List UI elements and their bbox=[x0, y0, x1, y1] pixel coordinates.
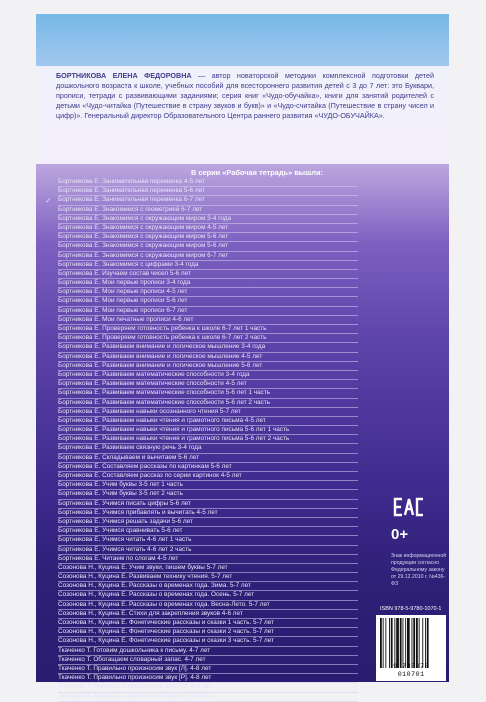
book-list-item: Созонова Н., Куцина Е. Рассказы о временах года. Зима. 5-7 лет bbox=[58, 582, 358, 591]
book-list-item: Бортникова Е. Складываем и вычитаем 5-6 лет bbox=[58, 454, 358, 463]
book-list-item: Бортникова Е. Развиваем навыки чтения и грамотного письма 5-6 лет 1 часть bbox=[58, 426, 358, 435]
book-list-item: Ткаченко Т. Правильно произносим звук [Л]. 4-8 лет bbox=[58, 665, 358, 674]
book-list-item: Бортникова Е. Проверяем готовность ребенка к школе 6-7 лет 2 часть bbox=[58, 334, 358, 343]
book-list-item: Ткаченко Т. Обогащаем словарный запас. 4-7 лет bbox=[58, 656, 358, 665]
book-list-item: Бортникова Е. Составляем рассказы по картинкам 5-6 лет bbox=[58, 463, 358, 472]
barcode-bar bbox=[405, 618, 406, 668]
book-list-item: Бортникова Е. Развиваем математические способности 4-5 лет bbox=[58, 380, 358, 389]
book-list-item: Бортникова Е. Занимательная переменка 5-6 лет bbox=[58, 187, 358, 196]
top-gradient-band bbox=[36, 14, 449, 66]
book-list-item: Бортникова Е. Знакомимся с окружающим миром 5-6 лет bbox=[58, 242, 358, 251]
book-list-item: Бортникова Е. Учимся читать 4-6 лет 2 часть bbox=[58, 546, 358, 555]
book-list-item: Созонова Н., Куцина Е. Рассказы о временах года. Весна-Лето. 5-7 лет bbox=[58, 601, 358, 610]
author-name: БОРТНИКОВА ЕЛЕНА ФЕДОРОВНА bbox=[56, 71, 192, 80]
book-list-item: Бортникова Е. Знакомимся с окружающим миром 3-4 года bbox=[58, 215, 358, 224]
book-list-item: Бортникова Е. Развиваем связную речь 3-4 года bbox=[58, 444, 358, 453]
barcode-bar bbox=[416, 618, 418, 668]
info-product-note: Знак информационной продукции согласно Федеральному закону от 29.12.2010 г. №436-ФЗ bbox=[391, 553, 447, 587]
barcode-bars bbox=[379, 618, 443, 668]
barcode bbox=[376, 615, 446, 681]
book-list-item: Бортникова Е. Мои печатные прописи 4-6 лет bbox=[58, 316, 358, 325]
book-list-item: Созонова Н., Куцина Е. Развиваем технику чтения. 5-7 лет bbox=[58, 573, 358, 582]
book-list-item: Бортникова Е. Учимся прибавлять и вычитать 4-5 лет bbox=[58, 509, 358, 518]
book-list-item: Бортникова Е. Знакомимся с геометрией 6-7 лет bbox=[58, 206, 358, 215]
book-list-item: Бортникова Е. Развиваем математические способности 5-6 лет 1 часть bbox=[58, 389, 358, 398]
book-list-item: Ткаченко Т. Правильно произносим звук [С]. 4-8 лет bbox=[58, 683, 358, 692]
book-list-item: Бортникова Е. Учимся читать 4-6 лет 1 часть bbox=[58, 536, 358, 545]
book-list-item: Бортникова Е. Развиваем математические способности 5-6 лет 2 часть bbox=[58, 399, 358, 408]
book-list-item: Бортникова Е. Занимательная переменка 4-5 лет bbox=[58, 178, 358, 187]
barcode-bar bbox=[425, 618, 426, 668]
book-list-item: Бортникова Е. Учим буквы 3-5 лет 1 часть bbox=[58, 481, 358, 490]
barcode-bar bbox=[391, 618, 393, 668]
book-list-item: Бортникова Е. Мои первые прописи 6-7 лет bbox=[58, 307, 358, 316]
book-list bbox=[58, 178, 358, 702]
book-list-item: Бортникова Е. Проверяем готовность ребенка к школе 6-7 лет 1 часть bbox=[58, 325, 358, 334]
barcode-bar bbox=[427, 618, 429, 668]
book-list-item: Бортникова Е. Читаем по слогам 4-5 лет bbox=[58, 555, 358, 564]
barcode-bar bbox=[389, 618, 390, 668]
book-list-item: Созонова Н., Куцина Е. Стихи для закрепления звуков 4-6 лет bbox=[58, 610, 358, 619]
barcode-bar bbox=[400, 618, 402, 668]
author-bio bbox=[56, 71, 434, 121]
book-list-item: Бортникова Е. Учимся решать задачи 5-6 лет bbox=[58, 518, 358, 527]
back-cover bbox=[36, 14, 449, 700]
book-list-item: Бортникова Е. Учимся сравнивать 5-6 лет bbox=[58, 527, 358, 536]
book-list-item: Бортникова Е. Развиваем внимание и логическое мышление 3-4 года bbox=[58, 343, 358, 352]
book-list-item: Бортникова Е. Составляем рассказ по серии картинок 4-5 лет bbox=[58, 472, 358, 481]
book-list-item: Ткаченко Т. Правильно произносим звук [Ш]. 4-8 лет bbox=[58, 693, 358, 702]
book-list-item: Бортникова Е. Знакомимся с окружающим миром 4-5 лет bbox=[58, 224, 358, 233]
barcode-bar bbox=[383, 618, 384, 668]
checkmark-icon: ✓ bbox=[45, 196, 52, 205]
book-list-item: Бортникова Е. Развиваем внимание и логическое мышление 5-6 лет bbox=[58, 362, 358, 371]
book-list-item: Созонова Н., Куцина Е. Рассказы о временах года. Осень. 5-7 лет bbox=[58, 591, 358, 600]
book-list-item: Ткаченко Т. Готовим дошкольника к письму. 4-7 лет bbox=[58, 647, 358, 656]
author-description: — автор новаторской методики комплексной подготовки детей дошкольного возраста к школе, учебных пособий для всестороннего развития детей с 3 до 7 лет: это Буквари, прописи, тетради с развивающими заданиями; серия книг «Чудо-обучайка», книги для занятий родителей с детьми «Чудо-читайка (Путешествие в страну звуков и букв)» и «Чудо-считайка (Путешествие в страну чисел и цифр)». Генеральный директор Образовательного Центра раннего развития «ЧУДО-ОБУЧАЙКА». bbox=[56, 71, 434, 120]
series-heading: В серии «Рабочая тетрадь» вышли: bbox=[191, 168, 323, 177]
isbn: ISBN 978-5-9780-1070-1 bbox=[380, 606, 442, 612]
barcode-bar bbox=[396, 618, 399, 668]
eac-mark-icon bbox=[393, 497, 425, 522]
book-list-item: Бортникова Е. Развиваем навыки осознанного чтения 5-7 лет bbox=[58, 408, 358, 417]
barcode-bar bbox=[413, 618, 415, 668]
barcode-bar bbox=[403, 618, 404, 668]
book-list-item: Созонова Н., Куцина Е. Фонетические рассказы и сказки 3 часть. 5-7 лет bbox=[58, 637, 358, 646]
barcode-bar bbox=[385, 618, 386, 668]
book-list-item: Бортникова Е. Мои первые прописи 5-6 лет bbox=[58, 297, 358, 306]
book-list-item: Созонова Н., Куцина Е. Учим звуки, пишем буквы 5-7 лет bbox=[58, 564, 358, 573]
book-list-item: Бортникова Е. Занимательная переменка 6-7 лет bbox=[58, 196, 358, 205]
book-list-item: Бортникова Е. Учимся писать цифры 5-6 лет bbox=[58, 500, 358, 509]
barcode-bar bbox=[394, 618, 395, 668]
book-list-item: Ткаченко Т. Правильно произносим звук [Р]. 4-8 лет bbox=[58, 674, 358, 683]
barcode-bar bbox=[407, 618, 410, 668]
book-list-item: Созонова Н., Куцина Е. Фонетические рассказы и сказки 1 часть. 5-7 лет bbox=[58, 619, 358, 628]
barcode-bar bbox=[422, 618, 423, 668]
book-list-item: Бортникова Е. Знакомимся с окружающим миром 6-7 лет bbox=[58, 252, 358, 261]
book-list-item: Созонова Н., Куцина Е. Фонетические рассказы и сказки 2 часть. 5-7 лет bbox=[58, 628, 358, 637]
book-list-item: Бортникова Е. Развиваем навыки чтения и грамотного письма 4-5 лет bbox=[58, 417, 358, 426]
book-list-item: Бортникова Е. Мои первые прописи 4-5 лет bbox=[58, 288, 358, 297]
book-list-item: Бортникова Е. Знакомимся с цифрами 3-4 года bbox=[58, 261, 358, 270]
book-list-item: Бортникова Е. Развиваем навыки чтения и грамотного письма 5-6 лет 2 часть bbox=[58, 435, 358, 444]
book-list-item: Бортникова Е. Знакомимся с окружающим миром 5-6 лет bbox=[58, 233, 358, 242]
barcode-number: 9 785978 010701 bbox=[393, 663, 429, 679]
barcode-bar bbox=[412, 618, 413, 668]
book-list-item: Бортникова Е. Изучаем состав чисел 5-6 лет bbox=[58, 270, 358, 279]
eac-logo-graphic bbox=[393, 497, 425, 517]
barcode-bar bbox=[380, 618, 382, 668]
age-rating: 0+ bbox=[391, 526, 409, 543]
book-list-item: Бортникова Е. Развиваем математические способности 3-4 года bbox=[58, 371, 358, 380]
book-list-item: Бортникова Е. Учим буквы 3-5 лет 2 часть bbox=[58, 490, 358, 499]
book-list-item: Бортникова Е. Развиваем внимание и логическое мышление 4-5 лет bbox=[58, 353, 358, 362]
book-list-item: Бортникова Е. Мои первые прописи 3-4 года bbox=[58, 279, 358, 288]
barcode-bar bbox=[419, 618, 420, 668]
